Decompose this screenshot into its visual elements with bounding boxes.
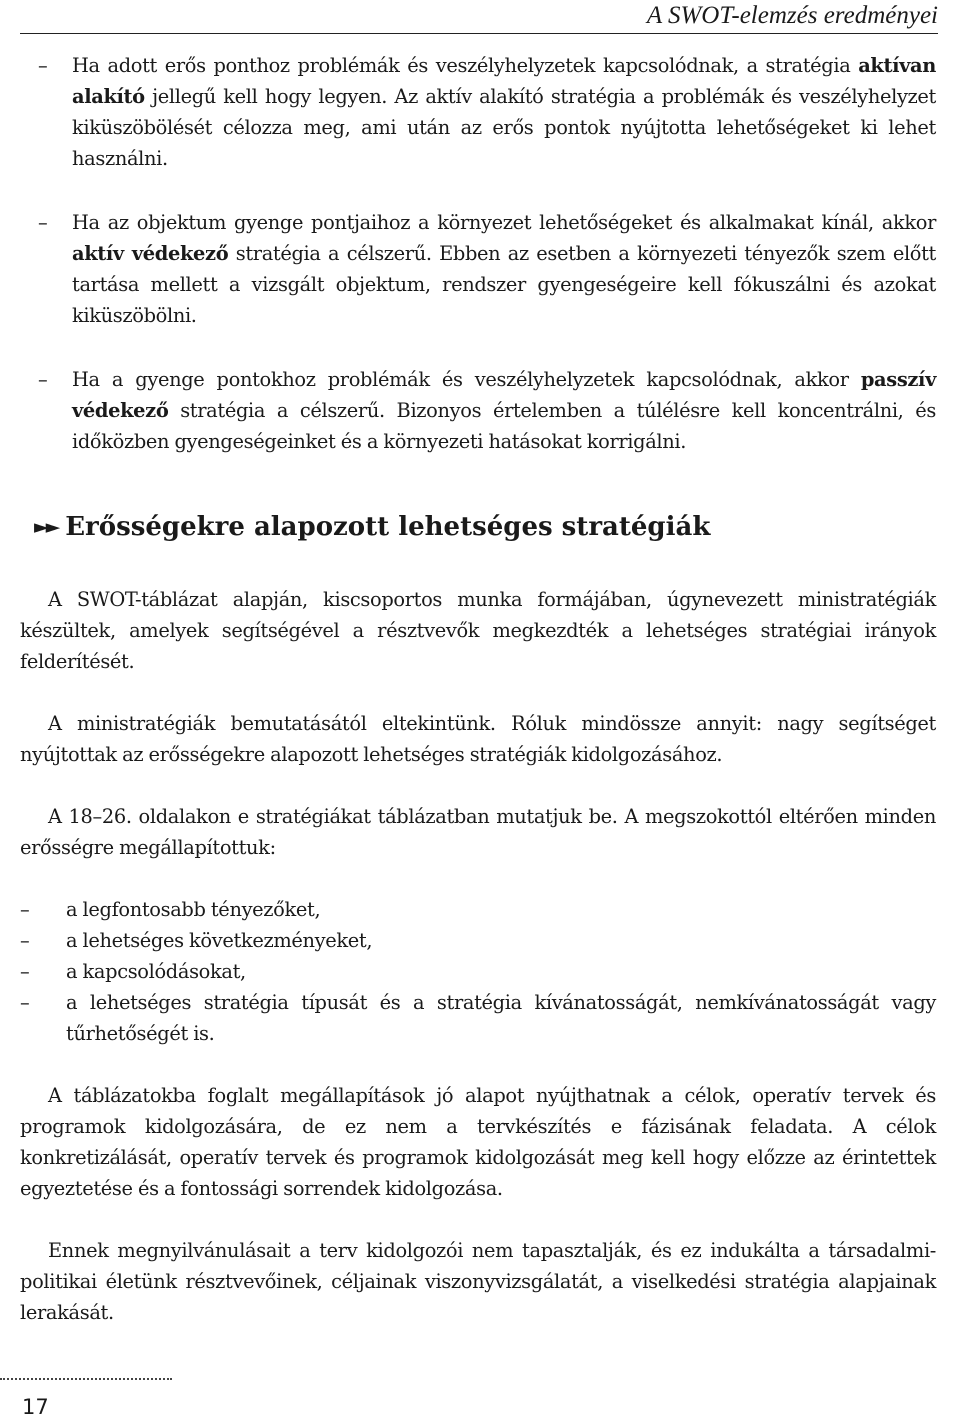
bullet-text: Ha adott erős ponthoz problémák és veszélyhelyzetek kapcsolódnak, a stratégia — [72, 54, 859, 77]
list-item-text: a lehetséges stratégia típusát és a stratégia kívánatosságát, nemkívánatosságát vagy tűrhetőségét is. — [66, 991, 936, 1045]
bullet-bold-term: passzív védekező — [72, 368, 936, 422]
running-header — [20, 0, 938, 34]
list-dash: – — [20, 898, 30, 921]
body-paragraph: A 18–26. oldalakon e stratégiákat táblázatban mutatjuk be. A megszokottól eltérően minden erősségre megállapítottuk: — [20, 805, 936, 859]
list-dash: – — [20, 929, 30, 952]
list-item — [20, 925, 936, 956]
body-paragraph: A ministratégiák bemutatásától eltekintünk. Róluk mindössze annyit: nagy segítséget nyújtottak az erősségekre alapozott lehetséges stratégiák kidolgozásához. — [20, 712, 936, 766]
bullet-bold-term: aktívan alakító — [72, 54, 936, 108]
list-item-text: a legfontosabb tényezőket, — [66, 898, 321, 921]
list-item-text: a kapcsolódásokat, — [66, 960, 246, 983]
section-title: Erősségekre alapozott lehetséges stratégiák — [65, 512, 711, 542]
body-paragraph: Ennek megnyilvánulásait a terv kidolgozói nem tapasztalják, és ez indukálta a társadalmi-politikai életünk résztvevőinek, céljainak viszonyvizsgálatát, a viselkedési stratégia alapjainak lerakását. — [20, 1239, 936, 1324]
list-dash: – — [20, 960, 30, 983]
strategy-bullet-list — [38, 50, 936, 457]
list-item — [20, 894, 936, 925]
list-item-text: a lehetséges következményeket, — [66, 929, 373, 952]
bullet-text: stratégia a célszerű. Bizonyos értelemben a túlélésre kell koncentrálni, és időközben gyengeségeinket és a környezeti hatásokat korrigálni. — [72, 399, 936, 453]
page-content — [20, 50, 936, 1359]
running-title: A SWOT-elemzés eredményei — [646, 2, 938, 29]
bullet-text: Ha a gyenge pontokhoz problémák és veszélyhelyzetek kapcsolódnak, akkor — [72, 368, 861, 391]
findings-list — [20, 894, 936, 1049]
list-dash: – — [20, 991, 30, 1014]
list-item — [20, 956, 936, 987]
bullet-dash: – — [38, 54, 48, 77]
bullet-text: jellegű kell hogy legyen. Az aktív alakító stratégia a problémák és veszélyhelyzet kiküszöbölését célozza meg, ami után az erős pontok nyújtotta lehetőségeket ki lehet használni. — [72, 85, 936, 170]
bullet-item-aktiv-vedekezo — [38, 207, 936, 331]
bullet-item-passziv-vedekezo — [38, 364, 936, 457]
list-item — [20, 987, 936, 1049]
bullet-dash: – — [38, 368, 48, 391]
bullet-dash: – — [38, 211, 48, 234]
section-heading — [34, 510, 936, 544]
bullet-item-aktivan-alakito — [38, 50, 936, 174]
page-number: 17 — [22, 1395, 49, 1419]
body-paragraph: A táblázatokba foglalt megállapítások jó alapot nyújthatnak a célok, operatív tervek és programok kidolgozására, de ez nem a tervkészítés e fázisának feladata. A célok konkretizálását, operatív tervek és programok kidolgozását meg kell hogy előzze az érintettek egyeztetése és a fontossági sorrendek kidolgozása. — [20, 1084, 936, 1200]
bullet-text: stratégia a célszerű. Ebben az esetben a környezeti tényezők szem előtt tartása mellett a vizsgált objektum, rendszer gyengeségeire kell fókuszálni és azokat kiküszöbölni. — [72, 242, 937, 327]
bullet-text: Ha az objektum gyenge pontjaihoz a környezet lehetőségeket és alkalmakat kínál, akkor — [72, 211, 936, 234]
double-arrow-icon: ►► — [34, 516, 58, 538]
bullet-bold-term: aktív védekező — [72, 242, 229, 265]
footer-divider — [0, 1378, 172, 1380]
body-paragraph: A SWOT-táblázat alapján, kiscsoportos munka formájában, úgynevezett ministratégiák készültek, amelyek segítségével a résztvevők megkezdték a lehetséges stratégiai irányok felderítését. — [20, 588, 936, 673]
